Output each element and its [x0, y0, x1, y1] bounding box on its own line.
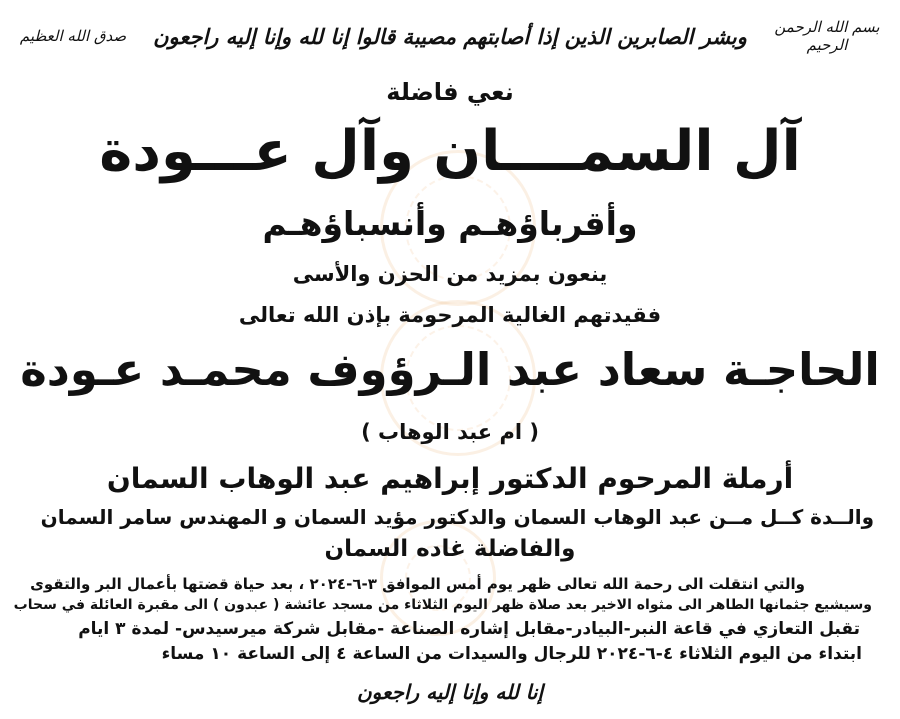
- grief-line: ينعون بمزيد من الحزن والأسى: [292, 262, 608, 286]
- mother-of-line: والــدة كــل مــن عبد الوهاب السمان والدكتور مؤيد السمان و المهندس سامر السمان: [40, 505, 874, 529]
- deceased-kunya: ( ام عبد الوهاب ): [361, 420, 539, 444]
- relatives-line: وأقرباؤهـم وأنسباؤهـم: [262, 204, 638, 243]
- bismillah-text: بسم الله الرحمن الرحيم: [774, 18, 880, 54]
- family-names: آل السمــــان وآل عـــودة: [99, 119, 801, 184]
- notice-intro: نعي فاضلة: [386, 78, 514, 106]
- quran-verse: وبشر الصابرين الذين إذا أصابتهم مصيبة قالوا إنا لله وإنا إليه راجعون: [153, 23, 747, 49]
- deceased-name: الحاجـة سعاد عبد الـرؤوف محمـد عـودة: [20, 343, 880, 396]
- closing-verse: إنا لله وإنا إليه راجعون: [356, 680, 544, 704]
- deceased-intro: فقيدتهم الغالية المرحومة بإذن الله تعالى: [238, 303, 662, 327]
- condolence-venue: تقبل التعازي في قاعة النبر-البيادر-مقابل إشاره الصناعة -مقابل شركة ميرسيدس- لمدة ٣ ايام: [78, 619, 860, 639]
- condolence-times: ابتداء من اليوم الثلاثاء ٤-٦-٢٠٢٤ للرجال والسيدات من الساعة ٤ إلى الساعة ١٠ مساء: [161, 644, 862, 664]
- death-details: والتي انتقلت الى رحمة الله تعالى ظهر يوم أمس الموافق ٣-٦-٢٠٢٤ ، بعد حياة قضتها بأعمال البر والتقوى: [30, 575, 805, 593]
- sadaqa-text: صدق الله العظيم: [19, 27, 127, 45]
- widow-line: أرملة المرحوم الدكتور إبراهيم عبد الوهاب السمان: [106, 462, 794, 495]
- funeral-details: وسيشيع جثمانها الطاهر الى مثواه الاخير بعد صلاة ظهر اليوم الثلاثاء من مسجد عائشة ( عبدون ) الى مقبرة العائلة في سحاب: [13, 597, 872, 613]
- daughter-line: والفاضلة غاده السمان: [324, 536, 576, 562]
- calligraphy-header: [18, 8, 882, 64]
